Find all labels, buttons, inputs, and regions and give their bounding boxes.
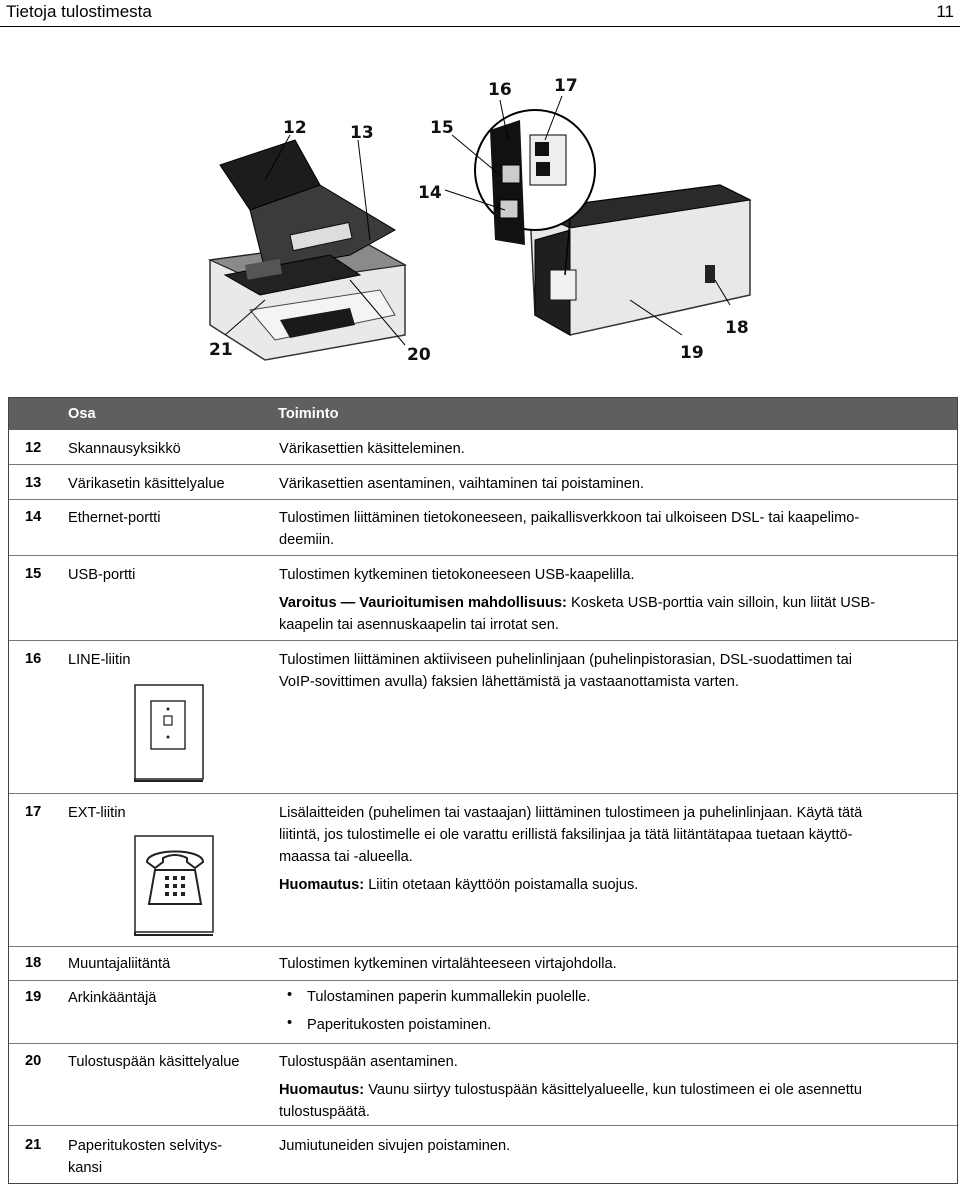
section-title: Tietoja tulostimesta (6, 2, 152, 21)
row-divider (9, 793, 957, 794)
ext-jack-phone-icon (133, 834, 217, 938)
part-function (279, 1051, 949, 1123)
function-line: maassa tai -alueella. (279, 849, 413, 865)
function-line: Tulostuspään asentaminen. (279, 1054, 458, 1070)
callout-20: 20 (407, 345, 431, 365)
page-number: 11 (936, 2, 954, 21)
note (279, 1079, 949, 1101)
printer-illustration (190, 70, 780, 370)
callout-19: 19 (680, 343, 704, 363)
note-text: Liitin otetaan käyttöön poistamalla suojus. (364, 877, 639, 893)
row-number: 20 (25, 1053, 42, 1069)
row-number: 18 (25, 955, 42, 971)
part-name: USB-portti (68, 567, 136, 583)
note-text: tulostuspäätä. (279, 1104, 370, 1120)
part-function (279, 564, 949, 636)
part-function (279, 507, 949, 551)
parts-table (8, 397, 958, 1184)
part-name-line: Paperitukosten selvitys- (68, 1138, 223, 1154)
callout-13: 13 (350, 123, 374, 143)
bullet-icon: • (287, 987, 293, 1003)
row-divider (9, 1043, 957, 1044)
printer-drawing (190, 70, 780, 370)
row-number: 16 (25, 651, 42, 667)
column-header-part: Osa (68, 406, 96, 422)
row-number: 15 (25, 566, 42, 582)
note-label: Huomautus: (279, 877, 365, 893)
callout-16: 16 (488, 80, 512, 100)
part-function (279, 649, 949, 693)
bullet-text: Tulostaminen paperin kummallekin puolelle. (307, 989, 591, 1005)
row-divider (9, 640, 957, 641)
function-line: Lisälaitteiden (puhelimen tai vastaajan) liittäminen tulostimeen ja puhelinlinjaan. Käytä tätä (279, 805, 863, 821)
row-divider (9, 555, 957, 556)
bullet-text: Paperitukosten poistaminen. (307, 1017, 492, 1033)
note (279, 874, 949, 896)
row-divider (9, 946, 957, 947)
part-name (68, 1135, 268, 1179)
row-divider (9, 1125, 957, 1126)
table-header (9, 398, 957, 430)
line-jack-icon (133, 683, 205, 783)
row-number: 14 (25, 509, 42, 525)
part-name: LINE-liitin (68, 652, 131, 668)
note-label: Huomautus: (279, 1082, 365, 1098)
part-name: EXT-liitin (68, 805, 126, 821)
callout-18: 18 (725, 318, 749, 338)
row-number: 17 (25, 804, 42, 820)
column-header-function: Toiminto (278, 406, 339, 422)
part-name-line: kansi (68, 1160, 103, 1176)
part-name: Skannausyksikkö (68, 441, 181, 457)
row-divider (9, 980, 957, 981)
warning-text: kaapelin tai asennuskaapelin tai irrotat sen. (279, 617, 559, 633)
part-name: Ethernet-portti (68, 510, 161, 526)
part-name: Arkinkääntäjä (68, 990, 157, 1006)
part-function (279, 802, 949, 896)
part-function: Jumiutuneiden sivujen poistaminen. (279, 1138, 511, 1154)
row-number: 19 (25, 989, 42, 1005)
part-name: Muuntajaliitäntä (68, 956, 171, 972)
function-line: liitintä, jos tulostimelle ei ole varattu erillistä faksilinjaa ja tätä liitäntätapaa tuetaan käyttö- (279, 827, 853, 843)
function-line: Tulostimen liittäminen aktiiviseen puhelinlinjaan (puhelinpistorasian, DSL-suodattimen tai (279, 652, 852, 668)
function-line: deemiin. (279, 532, 335, 548)
note-text: Vaunu siirtyy tulostuspään käsittelyalueelle, kun tulostimeen ei ole asennettu (364, 1082, 862, 1098)
row-number: 12 (25, 440, 42, 456)
row-divider (9, 499, 957, 500)
warning-label: Varoitus — Vaurioitumisen mahdollisuus: (279, 595, 567, 611)
function-line: Tulostimen liittäminen tietokoneeseen, paikallisverkkoon tai ulkoiseen DSL- tai kaapelimo- (279, 510, 860, 526)
part-function: Värikasettien asentaminen, vaihtaminen tai poistaminen. (279, 476, 645, 492)
warning-note (279, 592, 949, 614)
callout-14: 14 (418, 183, 442, 203)
part-function: Tulostimen kytkeminen virtalähteeseen virtajohdolla. (279, 956, 617, 972)
part-function: Värikasettien käsitteleminen. (279, 441, 465, 457)
callout-21: 21 (209, 340, 233, 360)
callout-12: 12 (283, 118, 307, 138)
bullet-icon: • (287, 1015, 293, 1031)
callout-17: 17 (554, 76, 578, 96)
warning-text: Kosketa USB-porttia vain silloin, kun liität USB- (566, 595, 876, 611)
function-line: VoIP-sovittimen avulla) faksien lähettämistä ja vastaanottamista varten. (279, 674, 739, 690)
part-name: Tulostuspään käsittelyalue (68, 1054, 240, 1070)
row-divider (9, 464, 957, 465)
row-number: 13 (25, 475, 42, 491)
callout-15: 15 (430, 118, 454, 138)
row-number: 21 (25, 1137, 42, 1153)
function-line: Tulostimen kytkeminen tietokoneeseen USB-kaapelilla. (279, 567, 635, 583)
page-header (0, 0, 960, 27)
part-name: Värikasetin käsittelyalue (68, 476, 225, 492)
